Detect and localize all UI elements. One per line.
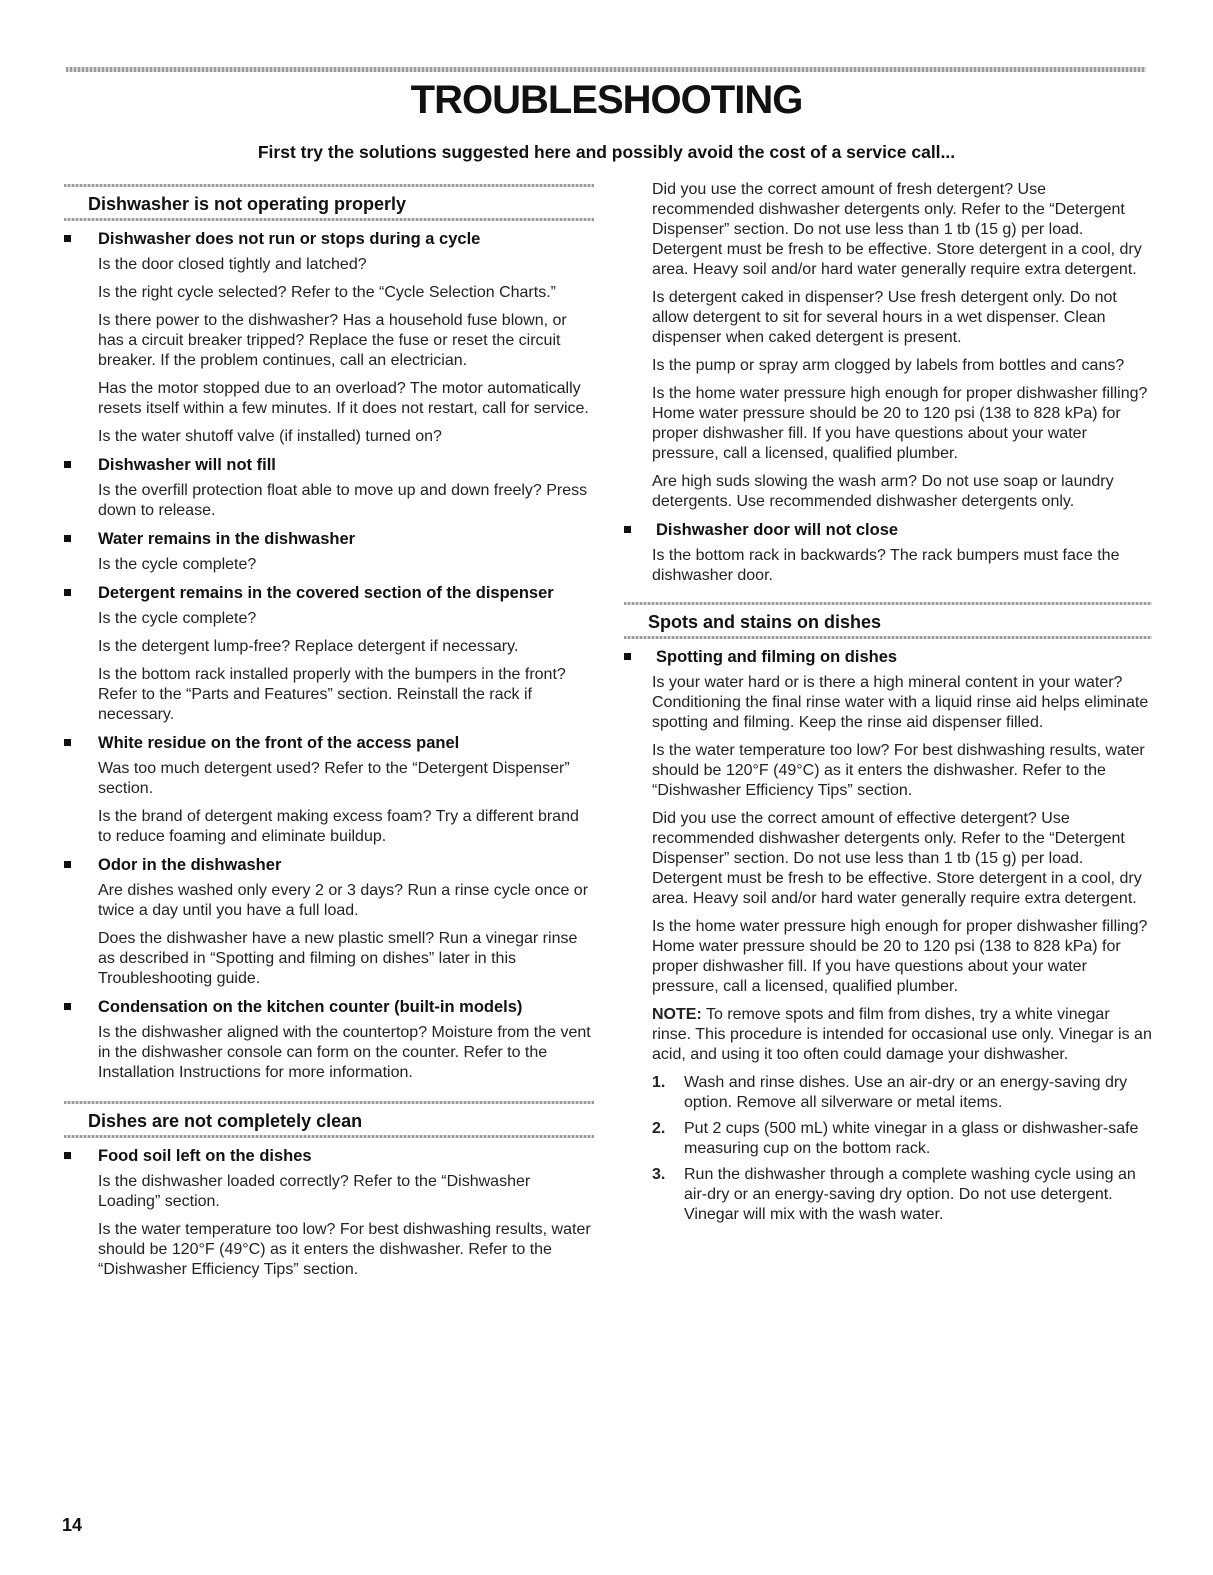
answer-paragraph: Is the home water pressure high enough for proper dishwasher filling? Home water pressure should be 20 to 120 psi (138 to 828 kPa) for proper dishwasher fill. If you have questions about your water pressure, call a licensed, qualified plumber. (652, 918, 1148, 995)
issue-title-text: Dishwasher door will not close (656, 521, 899, 539)
issue-white-residue (64, 733, 594, 847)
issue-condensation (64, 997, 594, 1083)
answer-paragraph: Is the overfill protection float able to move up and down freely? Press down to release. (98, 482, 588, 519)
section-heading-clean (64, 1101, 594, 1138)
issue-title (64, 733, 594, 753)
step-item (624, 1073, 1152, 1113)
bullet-icon (64, 1152, 71, 1159)
bullet-icon (624, 653, 631, 660)
answer-paragraph: Is detergent caked in dispenser? Use fresh detergent only. Do not allow detergent to sit for several hours in a wet dispenser. Clean dispenser when caked detergent is present. (652, 289, 1117, 346)
note-text: To remove spots and film from dishes, try a white vinegar rinse. This procedure is intended for occasional use only. Vinegar is an acid, and using it too often could damage your dishwasher. (652, 1006, 1152, 1063)
step-text: Put 2 cups (500 mL) white vinegar in a glass or dishwasher-safe measuring cup on the bottom rack. (684, 1120, 1139, 1157)
answer-paragraph: Is the water shutoff valve (if installed) turned on? (98, 428, 442, 445)
page-title: TROUBLESHOOTING (410, 78, 803, 122)
issue-title (64, 997, 594, 1017)
answer-paragraph: Is the cycle complete? (98, 610, 257, 627)
issue-title-text: Spotting and filming on dishes (656, 648, 898, 666)
issue-title (64, 229, 594, 249)
top-rule (66, 67, 1146, 72)
answer-paragraph: Is the detergent lump-free? Replace detergent if necessary. (98, 638, 519, 655)
issue-title-text: Food soil left on the dishes (98, 1147, 312, 1165)
issue-title-text: Odor in the dishwasher (98, 856, 282, 874)
issue-title (64, 583, 594, 603)
answer-paragraph: Is the dishwasher aligned with the countertop? Moisture from the vent in the dishwasher console can form on the counter. Refer to the Installation Instructions for more information. (98, 1024, 591, 1081)
bullet-icon (64, 589, 71, 596)
issue-title-text: Condensation on the kitchen counter (built-in models) (98, 998, 523, 1016)
issue-title-text: Dishwasher does not run or stops during a cycle (98, 230, 481, 248)
answer-paragraph: Does the dishwasher have a new plastic smell? Run a vinegar rinse as described in “Spotting and filming on dishes” later in this Troubleshooting guide. (98, 930, 578, 987)
answer-paragraph: Is the bottom rack installed properly with the bumpers in the front? Refer to the “Parts and Features” section. Reinstall the rack if necessary. (98, 666, 566, 723)
issue-spotting (624, 647, 1152, 1225)
issue-title-text: Detergent remains in the covered section of the dispenser (98, 584, 554, 602)
bullet-icon (624, 526, 631, 533)
step-item (624, 1119, 1152, 1159)
answer-paragraph: Is the door closed tightly and latched? (98, 256, 367, 273)
answer-paragraph: Was too much detergent used? Refer to the “Detergent Dispenser” section. (98, 760, 570, 797)
step-number: 2. (652, 1120, 666, 1137)
step-text: Run the dishwasher through a complete washing cycle using an air-dry or an energy-saving dry option. Do not use detergent. Vinegar will mix with the wash water. (684, 1166, 1136, 1223)
bullet-icon (64, 535, 71, 542)
answer-paragraph: Did you use the correct amount of fresh detergent? Use recommended dishwasher detergents only. Refer to the “Detergent Dispenser” section. Do not use less than 1 tb (15 g) per load. Detergent must be fresh to be effective. Store detergent in a cool, dry area. Heavy soil and/or hard water generally require extra detergent. (652, 181, 1142, 278)
section-heading-text: Dishwasher is not operating properly (88, 194, 407, 214)
step-item (624, 1165, 1152, 1225)
answer-paragraph: Is the home water pressure high enough for proper dishwasher filling? Home water pressure should be 20 to 120 psi (138 to 828 kPa) for proper dishwasher fill. If you have questions about your water pressure, call a licensed, qualified plumber. (652, 385, 1148, 462)
issue-no-fill (64, 455, 594, 521)
answer-paragraph: Is the bottom rack in backwards? The rack bumpers must face the dishwasher door. (652, 547, 1120, 584)
issue-title (64, 855, 594, 875)
issue-title (64, 455, 594, 475)
page-number: 14 (62, 1515, 83, 1535)
bullet-icon (64, 461, 71, 468)
bullet-icon (64, 1003, 71, 1010)
answer-paragraph: Did you use the correct amount of effective detergent? Use recommended dishwasher detergents only. Refer to the “Detergent Dispenser” section. Do not use less than 1 tb (15 g) per load. Detergent must be fresh to be effective. Store detergent in a cool, dry area. Heavy soil and/or hard water generally require extra detergent. (652, 810, 1142, 907)
issue-title (624, 647, 1152, 667)
answer-paragraph: Is the right cycle selected? Refer to the “Cycle Selection Charts.” (98, 284, 556, 301)
step-number: 3. (652, 1166, 666, 1183)
answer-paragraph: Is the water temperature too low? For best dishwashing results, water should be 120°F (49°C) as it enters the dishwasher. Refer to the “Dishwasher Efficiency Tips” section. (98, 1221, 591, 1278)
bullet-icon (64, 739, 71, 746)
left-column (64, 184, 594, 1288)
issue-title (64, 1146, 594, 1166)
answer-paragraph: Has the motor stopped due to an overload? The motor automatically resets itself within a few minutes. If it does not restart, call for service. (98, 380, 589, 417)
note-label: NOTE: (652, 1006, 702, 1023)
note-paragraph (624, 1005, 1152, 1065)
answer-paragraph: Is the pump or spray arm clogged by labels from bottles and cans? (652, 357, 1125, 374)
bullet-icon (64, 861, 71, 868)
section-heading-spots (624, 602, 1152, 639)
right-column (624, 180, 1152, 1231)
bullet-icon (64, 235, 71, 242)
issue-title (624, 520, 1152, 540)
issue-title-text: Dishwasher will not fill (98, 456, 276, 474)
step-number: 1. (652, 1074, 666, 1091)
answer-paragraph: Is the dishwasher loaded correctly? Refer to the “Dishwasher Loading” section. (98, 1173, 531, 1210)
answer-paragraph: Are dishes washed only every 2 or 3 days? Run a rinse cycle once or twice a day until you have a full load. (98, 882, 589, 919)
section-heading-operating (64, 184, 594, 221)
answer-paragraph: Is the cycle complete? (98, 556, 257, 573)
section-heading-text: Spots and stains on dishes (648, 612, 882, 632)
issue-detergent-remains (64, 583, 594, 725)
issue-food-soil (64, 1146, 594, 1280)
issue-title (64, 529, 594, 549)
issue-title-text: Water remains in the dishwasher (98, 530, 356, 548)
issue-no-run (64, 229, 594, 447)
step-text: Wash and rinse dishes. Use an air-dry or an energy-saving dry option. Remove all silverware or metal items. (684, 1074, 1128, 1111)
page-subtitle: First try the solutions suggested here and possibly avoid the cost of a service call... (257, 142, 956, 162)
answer-paragraph: Is there power to the dishwasher? Has a household fuse blown, or has a circuit breaker tripped? Replace the fuse or reset the circuit breaker. If the problem continues, call an electrician. (98, 312, 567, 369)
issue-door-not-close (624, 520, 1152, 586)
answer-paragraph: Is the water temperature too low? For best dishwashing results, water should be 120°F (49°C) as it enters the dishwasher. Refer to the “Dishwasher Efficiency Tips” section. (652, 742, 1145, 799)
issue-water-remains (64, 529, 594, 575)
issue-title-text: White residue on the front of the access panel (98, 734, 460, 752)
issue-odor (64, 855, 594, 989)
answer-paragraph: Is the brand of detergent making excess foam? Try a different brand to reduce foaming and eliminate buildup. (98, 808, 579, 845)
answer-paragraph: Is your water hard or is there a high mineral content in your water? Conditioning the final rinse water with a liquid rinse aid helps eliminate spotting and filming. Keep the rinse aid dispenser filled. (652, 674, 1149, 731)
section-heading-text: Dishes are not completely clean (88, 1111, 363, 1131)
answer-paragraph: Are high suds slowing the wash arm? Do not use soap or laundry detergents. Use recommended dishwasher detergents only. (652, 473, 1114, 510)
